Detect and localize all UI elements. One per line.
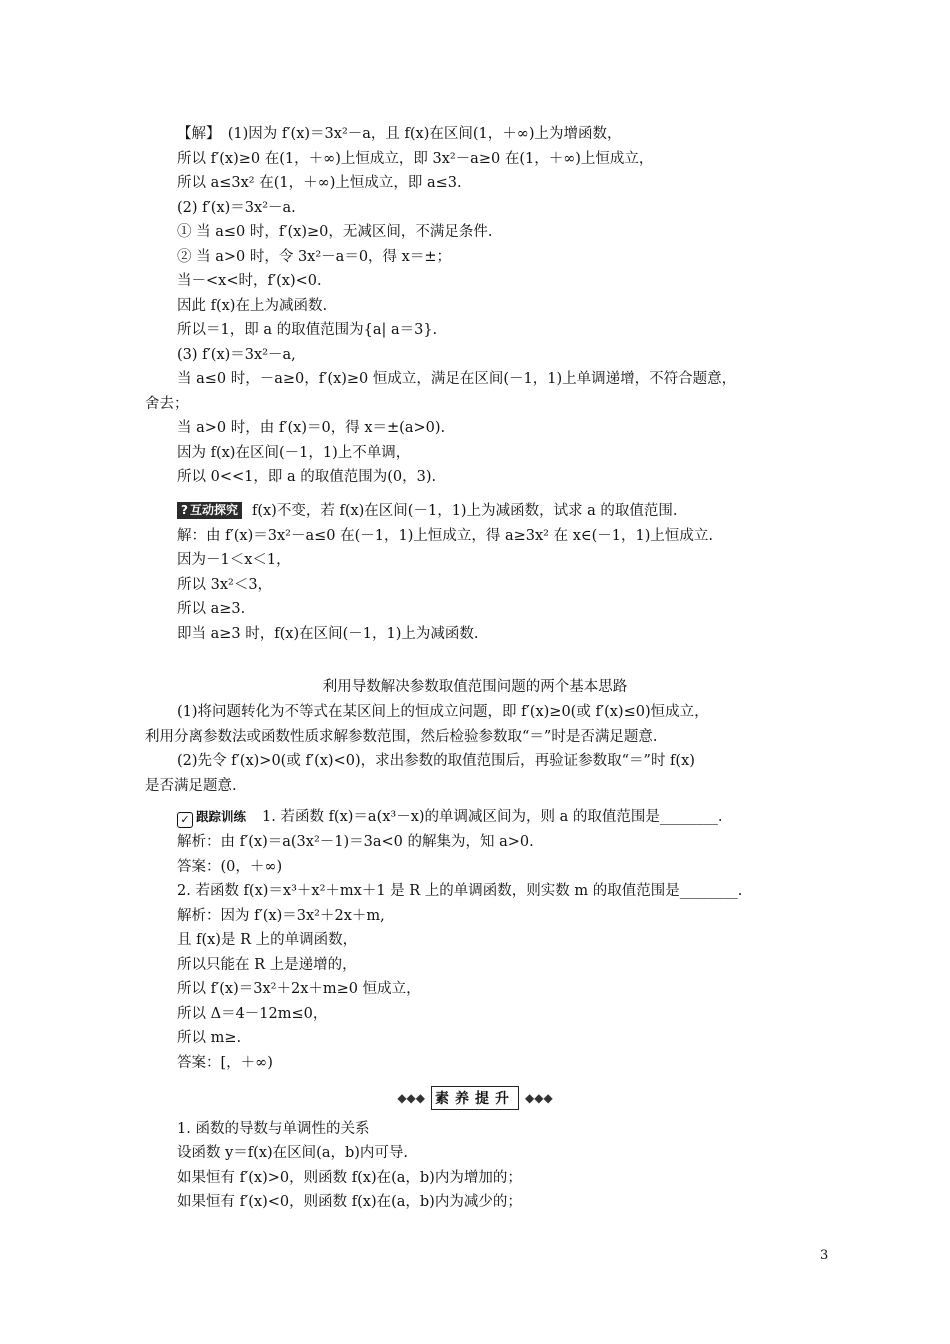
solution-line-7: 当－<x<时，f′(x)<0. <box>177 273 322 289</box>
track-line-5: 解析：因为 f′(x)＝3x²＋2x＋m, <box>177 908 385 924</box>
page-number: 3 <box>820 1248 829 1263</box>
solution-line-6: ② 当 a>0 时，令 3x²－a＝0，得 x＝±； <box>177 249 451 265</box>
explore-line-6: 即当 a≥3 时，f(x)在区间(－1，1)上为减函数. <box>177 626 479 642</box>
solution-line-4: (2) f′(x)＝3x²－a. <box>177 200 296 216</box>
track-line-11: 答案：[，＋∞) <box>177 1055 273 1071</box>
explore-line-2: 解：由 f′(x)＝3x²－a≤0 在(－1，1)上恒成立，得 a≥3x² 在 x∈(－1，1)上恒成立. <box>177 528 713 544</box>
check-icon: ✓ <box>177 812 193 828</box>
track-line-3: 答案：(0，＋∞) <box>177 859 283 875</box>
solution-line-10: (3) f′(x)＝3x²－a, <box>177 347 296 363</box>
track-line: ✓ 跟踪训练 1. 若函数 f(x)＝a(x³－x)的单调减区间为，则 a 的取值范围是________. <box>177 807 723 827</box>
track-tag: ✓ 跟踪训练 <box>177 807 246 828</box>
solution-line-3: 所以 a≤3x² 在(1，＋∞)上恒成立，即 a≤3. <box>177 175 462 191</box>
solution-line-5: ① 当 a≤0 时，f′(x)≥0，无减区间，不满足条件. <box>177 224 493 240</box>
track-line-2: 解析：由 f′(x)＝a(3x²－1)＝3a<0 的解集为，知 a>0. <box>177 834 534 850</box>
solution-line-9: 所以＝1，即 a 的取值范围为{a| a＝3}. <box>177 322 438 338</box>
track-line-9: 所以 Δ＝4－12m≤0， <box>177 1006 328 1022</box>
explore-line-4: 所以 3x²＜3， <box>177 577 273 593</box>
summary-line-2: 设函数 y＝f(x)在区间(a，b)内可导. <box>177 1145 409 1161</box>
track-line-7: 所以只能在 R 上是递增的， <box>177 957 357 973</box>
method-line-1: (1)将问题转化为不等式在某区间上的恒成立问题，即 f′(x)≥0(或 f′(x)≤0)恒成立， <box>177 704 709 720</box>
track-line-10: 所以 m≥. <box>177 1030 242 1046</box>
solution-line-15: 所以 0<<1，即 a 的取值范围为(0，3). <box>177 469 437 485</box>
method-title: 利用导数解决参数取值范围问题的两个基本思路 <box>322 679 628 695</box>
summary-line-3: 如果恒有 f′(x)>0，则函数 f(x)在(a，b)内为增加的； <box>177 1170 522 1186</box>
method-line-3: (2)先令 f′(x)>0(或 f′(x)<0)，求出参数的取值范围后，再验证参数取“＝”时 f(x) <box>177 753 695 769</box>
method-line-4: 是否满足题意. <box>145 778 237 794</box>
solution-line-2: 所以 f′(x)≥0 在(1，＋∞)上恒成立，即 3x²－a≥0 在(1，＋∞)上恒成立， <box>177 151 654 167</box>
section-banner <box>0 1085 950 1111</box>
explore-line-3: 因为－1＜x＜1， <box>177 552 291 568</box>
summary-line-1: 1. 函数的导数与单调性的关系 <box>177 1121 370 1137</box>
summary-line-4: 如果恒有 f′(x)<0，则函数 f(x)在(a，b)内为减少的； <box>177 1194 522 1210</box>
solution-line-12: 舍去； <box>145 396 189 412</box>
solution-line-14: 因为 f(x)在区间(－1，1)上不单调， <box>177 445 411 461</box>
track-line-4: 2. 若函数 f(x)＝x³＋x²＋mx＋1 是 R 上的单调函数，则实数 m 的取值范围是________. <box>177 883 743 899</box>
solution-line-13: 当 a>0 时，由 f′(x)＝0，得 x＝±(a>0). <box>177 420 446 436</box>
explore-tag: ? 互动探究 <box>177 502 242 519</box>
diamond-icon: ◆◆◆ <box>525 1091 553 1105</box>
question-icon: ? <box>181 503 188 517</box>
solution-line-11: 当 a≤0 时，－a≥0，f′(x)≥0 恒成立，满足在区间(－1，1)上单调递增，不符合题意， <box>177 371 737 387</box>
diamond-icon: ◆◆◆ <box>397 1091 425 1105</box>
track-line-6: 且 f(x)是 R 上的单调函数， <box>177 932 358 948</box>
explore-line-5: 所以 a≥3. <box>177 601 246 617</box>
solution-line-8: 因此 f(x)在上为减函数. <box>177 298 328 314</box>
track-line-8: 所以 f′(x)＝3x²＋2x＋m≥0 恒成立， <box>177 981 421 997</box>
method-line-2: 利用分离参数法或函数性质求解参数范围，然后检验参数取“＝”时是否满足题意. <box>145 729 658 745</box>
solution-line-1: 【解】 (1)因为 f′(x)＝3x²－a，且 f(x)在区间(1，＋∞)上为增函数， <box>177 126 622 142</box>
explore-line: ? 互动探究 f(x)不变，若 f(x)在区间(－1，1)上为减函数，试求 a 的取值范围. <box>177 501 678 521</box>
banner-title: 素 养 提 升 <box>431 1086 519 1110</box>
